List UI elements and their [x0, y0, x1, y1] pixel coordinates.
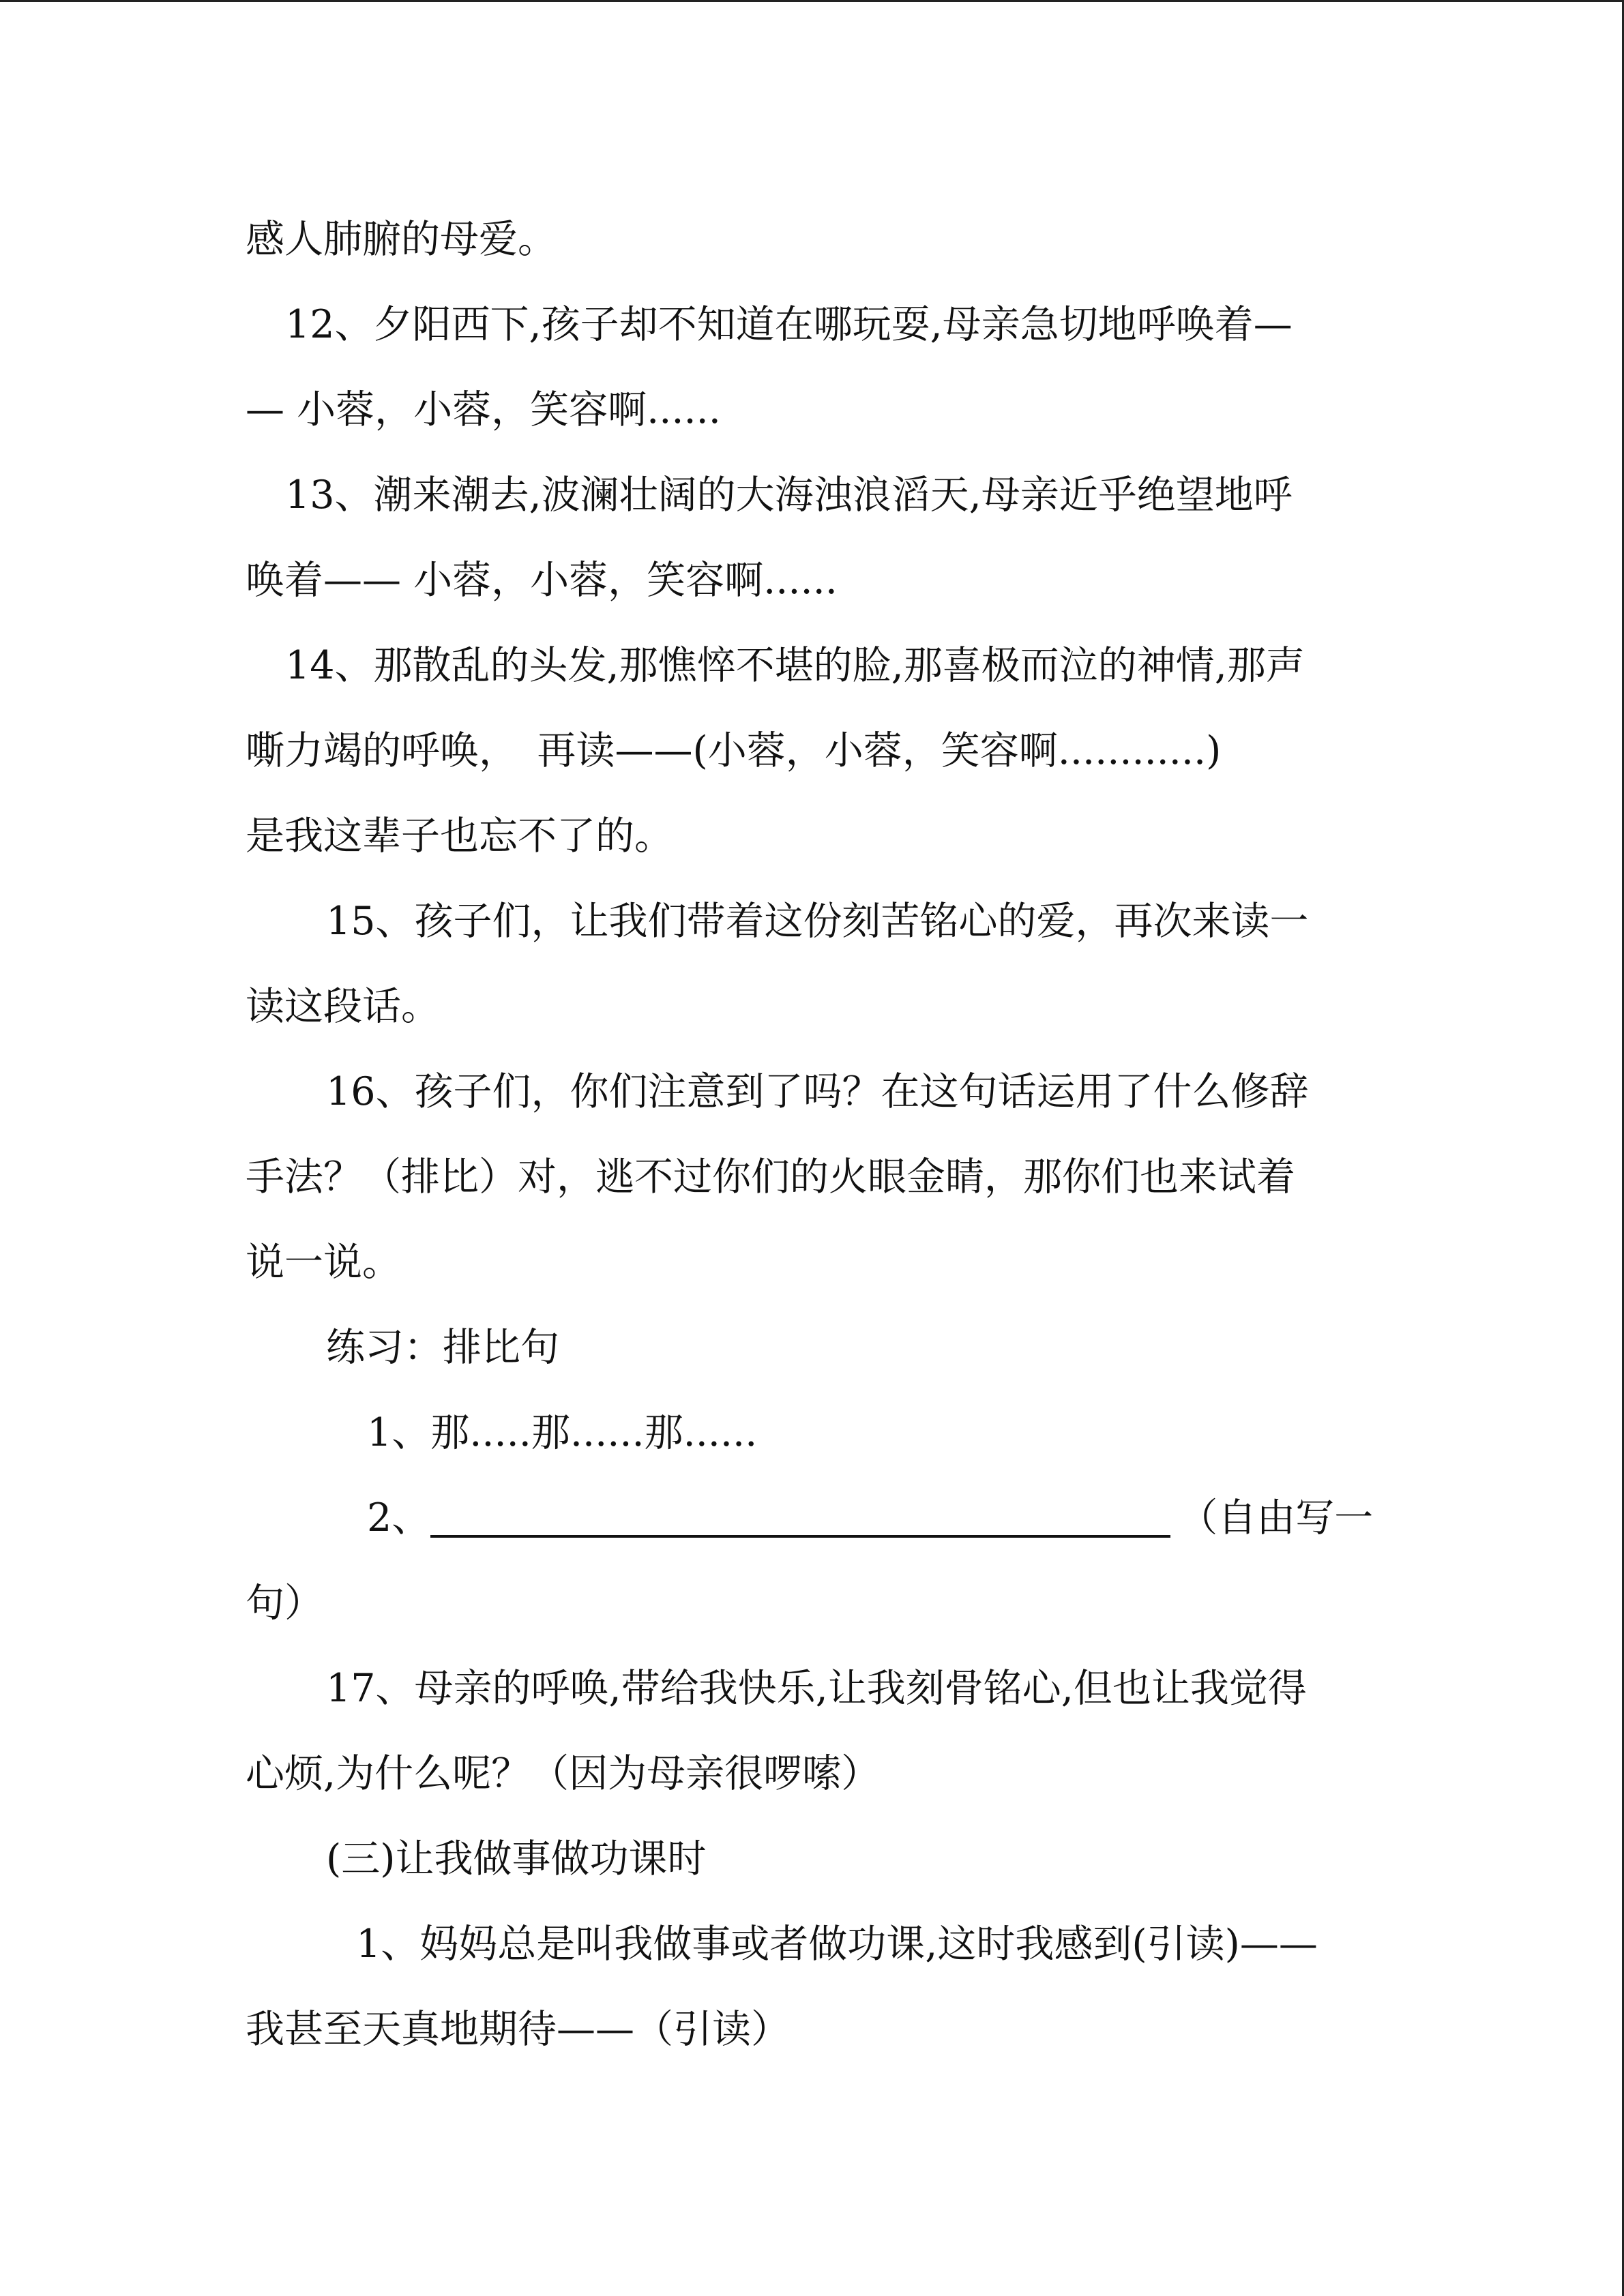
text-line: 17、母亲的呼唤,带给我快乐,让我刻骨铭心,但也让我觉得	[326, 1666, 1307, 1711]
text-line: 是我这辈子也忘不了的。	[246, 814, 673, 859]
text-line: 唤着—— 小蓉，小蓉，笑容啊......	[246, 558, 838, 603]
text-line: 13、潮来潮去,波澜壮阔的大海浊浪滔天,母亲近乎绝望地呼	[285, 473, 1293, 518]
text-line: 手法？（排比）对，逃不过你们的火眼金睛，那你们也来试着	[246, 1154, 1295, 1199]
exercise-heading: 练习：排比句	[326, 1325, 559, 1370]
text-line: 心烦,为什么呢？（因为母亲很啰嗦）	[246, 1751, 881, 1796]
text-line: — 小蓉，小蓉，笑容啊......	[246, 387, 721, 432]
text-line: 16、孩子们，你们注意到了吗？在这句话运用了什么修辞	[326, 1069, 1309, 1114]
fill-in-blank	[430, 1498, 1170, 1538]
text-line: 说一说。	[246, 1240, 401, 1285]
text-line: 感人肺腑的母爱。	[246, 217, 557, 262]
exercise-item: 1、那.....那......那......	[367, 1410, 758, 1455]
text-line: 嘶力竭的呼唤， 再读——(小蓉，小蓉，笑容啊............)	[246, 728, 1222, 773]
text-line: 句）	[246, 1581, 323, 1626]
text-line: 15、孩子们，让我们带着这份刻苦铭心的爱，再次来读一	[326, 899, 1309, 944]
exercise-item-fill	[367, 1494, 1373, 1542]
text-line: 我甚至天真地期待——（引读）	[246, 2007, 790, 2052]
text-line: 1、妈妈总是叫我做事或者做功课,这时我感到(引读)——	[356, 1922, 1318, 1967]
text-line: 读这段话。	[246, 984, 440, 1029]
section-heading: (三)让我做事做功课时	[326, 1836, 707, 1881]
exercise-item-hint: （自由写一	[1179, 1495, 1374, 1540]
text-line: 14、那散乱的头发,那憔悴不堪的脸,那喜极而泣的神情,那声	[285, 643, 1305, 688]
text-line: 12、夕阳西下,孩子却不知道在哪玩耍,母亲急切地呼唤着—	[285, 302, 1293, 347]
exercise-item-number: 2、	[367, 1495, 431, 1540]
